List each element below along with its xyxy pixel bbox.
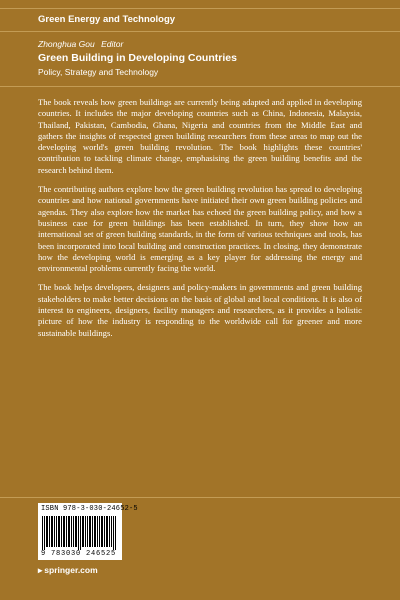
- book-subtitle: Policy, Strategy and Technology: [38, 67, 159, 77]
- editor-line: [38, 39, 123, 49]
- description: [38, 97, 362, 347]
- bottom-divider: [0, 497, 400, 498]
- book-title: Green Building in Developing Countries: [38, 52, 237, 64]
- publisher-url: springer.com: [44, 565, 98, 575]
- description-paragraph: The book helps developers, designers and policy-makers in governments and green building stakeholders to make better decisions on the basis of global and local conditions. It is also of interest to engineers, designers, facility managers and researchers, as it provides a holistic picture of how the industry is responding to the worldwide call for greener and more sustainable buildings.: [38, 282, 362, 338]
- series-divider: [0, 31, 400, 32]
- series-name: Green Energy and Technology: [38, 14, 176, 25]
- description-paragraph: The contributing authors explore how the green building revolution has spread to developing countries and how national governments have initiated their own green building policies and agendas. They also explore how the market has echoed the green building policy, and how a business case for green buildings has been established. In turn, they show how an international set of green building standards, in the form of various techniques and tools, has been incorporated into local building and construction practices. In closing, they demonstrate how the developing world is emerging as a key player for addressing the energy and environmental problems currently facing the world.: [38, 184, 362, 274]
- barcode-bars: [42, 516, 118, 550]
- arrow-right-icon: ▸: [38, 565, 43, 575]
- description-paragraph: The book reveals how green buildings are currently being adapted and applied in developing countries. It includes the major developing countries such as China, Indonesia, Malaysia, Thailand, Pakistan, Cambodia, Ghana, Nigeria and countries from the Middle East and gathers the insights of respected green building researchers from these areas to map out the developing world's green building revolution. The book highlights these countries' contribution to tackling climate change, emphasising the green building benefits and the research behind them.: [38, 97, 362, 175]
- barcode-digits: 9 783030 246525: [41, 550, 117, 558]
- editor-role: Editor: [101, 39, 124, 49]
- top-divider: [0, 8, 400, 9]
- isbn-text: ISBN 978-3-030-24652-5: [41, 505, 138, 513]
- editor-name: Zhonghua Gou: [38, 39, 95, 49]
- publisher-link[interactable]: [38, 565, 98, 576]
- title-divider: [0, 86, 400, 87]
